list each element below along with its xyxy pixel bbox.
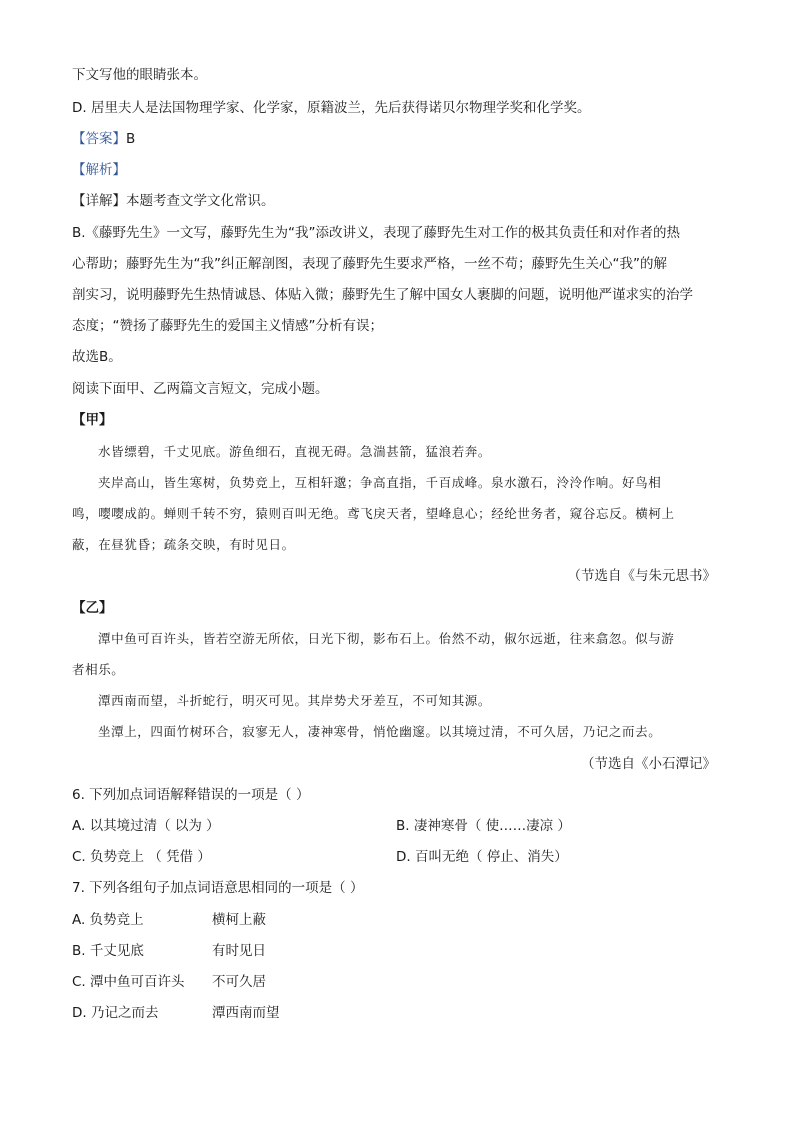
jia-paragraph-2-line-3: 蔽，在昼犹昏；疏条交映，有时见日。 <box>72 537 295 552</box>
explanation-line-4: 态度；“赞扬了藤野先生的爱国主义情感”分析有误； <box>72 318 383 334</box>
question-6-stem: 6. 下列加点词语解释错误的一项是（ ） <box>72 787 310 803</box>
detail-label: 【详解】 <box>72 193 126 209</box>
yi-paragraph-1-line-1: 潭中鱼可百许头，皆若空游无所依，日光下彻，影布石上。佁然不动，俶尔远逝，往来翕忽。似与游 <box>98 631 675 646</box>
yi-label: 【乙】 <box>72 600 113 616</box>
question-7-option-d-left: D. 乃记之而去 <box>72 1005 159 1021</box>
question-7-option-b-left: B. 千丈见底 <box>72 943 144 959</box>
question-6-option-a: A. 以其境过清（ 以为 ） <box>72 818 220 834</box>
jia-paragraph-2-line-1: 夹岸高山，皆生寒树，负势竞上，互相轩邈；争高直指，千百成峰。泉水激石，泠泠作响。好鸟相 <box>98 475 662 490</box>
analysis-label: 【解析】 <box>72 162 126 178</box>
answer-row <box>72 130 135 148</box>
conclusion: 故选B。 <box>72 349 122 365</box>
question-7-option-a-right: 横柯上蔽 <box>212 912 266 928</box>
yi-paragraph-3: 坐潭上，四面竹树环合，寂寥无人，凄神寒骨，悄怆幽邃。以其境过清，不可久居，乃记之而去。 <box>98 724 662 739</box>
yi-source: （节选自《小石潭记》 <box>581 756 716 772</box>
question-7-option-c-left: C. 潭中鱼可百许头 <box>72 974 185 990</box>
answer-label: 【答案】 <box>72 131 126 147</box>
reading-intro: 阅读下面甲、乙两篇文言短文，完成小题。 <box>72 381 329 397</box>
explanation-line-3: 剖实习，说明藤野先生热情诚恳、体贴入微；藤野先生了解中国女人裹脚的问题，说明他严谨求实的治学 <box>72 287 693 303</box>
option-d-text: D. 居里夫人是法国物理学家、化学家，原籍波兰，先后获得诺贝尔物理学奖和化学奖。 <box>72 100 591 116</box>
yi-paragraph-2: 潭西南而望，斗折蛇行，明灭可见。其岸势犬牙差互，不可知其源。 <box>98 693 492 708</box>
intro-line: 下文写他的眼睛张本。 <box>72 67 207 83</box>
question-7-option-a-left: A. 负势竞上 <box>72 912 144 928</box>
jia-paragraph-1: 水皆缥碧，千丈见底。游鱼细石，直视无碍。急湍甚箭，猛浪若奔。 <box>98 444 492 459</box>
explanation-line-2: 心帮助；藤野先生为“我”纠正解剖图，表现了藤野先生要求严格，一丝不苟；藤野先生关心“我”的解 <box>72 256 667 272</box>
question-7-option-b-right: 有时见日 <box>212 943 266 959</box>
question-7-stem: 7. 下列各组句子加点词语意思相同的一项是（ ） <box>72 880 364 896</box>
explanation-line-1: B.《藤野先生》一文写，藤野先生为“我”添改讲义，表现了藤野先生对工作的极其负责任和对作者的热 <box>72 225 681 241</box>
jia-paragraph-2-line-2: 鸣，嘤嘤成韵。蝉则千转不穷，猿则百叫无绝。鸢飞戾天者，望峰息心；经纶世务者，窥谷忘反。横柯上 <box>72 506 675 521</box>
detail-row <box>72 192 275 210</box>
answer-value: B <box>126 131 136 147</box>
jia-label: 【甲】 <box>72 412 113 428</box>
detail-text: 本题考查文学文化常识。 <box>126 193 275 209</box>
question-7-option-d-right: 潭西南而望 <box>212 1005 280 1021</box>
question-7-option-c-right: 不可久居 <box>212 974 266 990</box>
question-6-option-b: B. 凄神寒骨（ 使……凄凉 ） <box>396 818 571 834</box>
yi-paragraph-1-line-2: 者相乐。 <box>72 662 125 677</box>
jia-source: （节选自《与朱元思书》 <box>567 568 716 584</box>
question-6-option-d: D. 百叫无绝（ 停止、消失） <box>396 849 568 865</box>
question-6-option-c: C. 负势竞上 （ 凭借 ） <box>72 849 211 865</box>
